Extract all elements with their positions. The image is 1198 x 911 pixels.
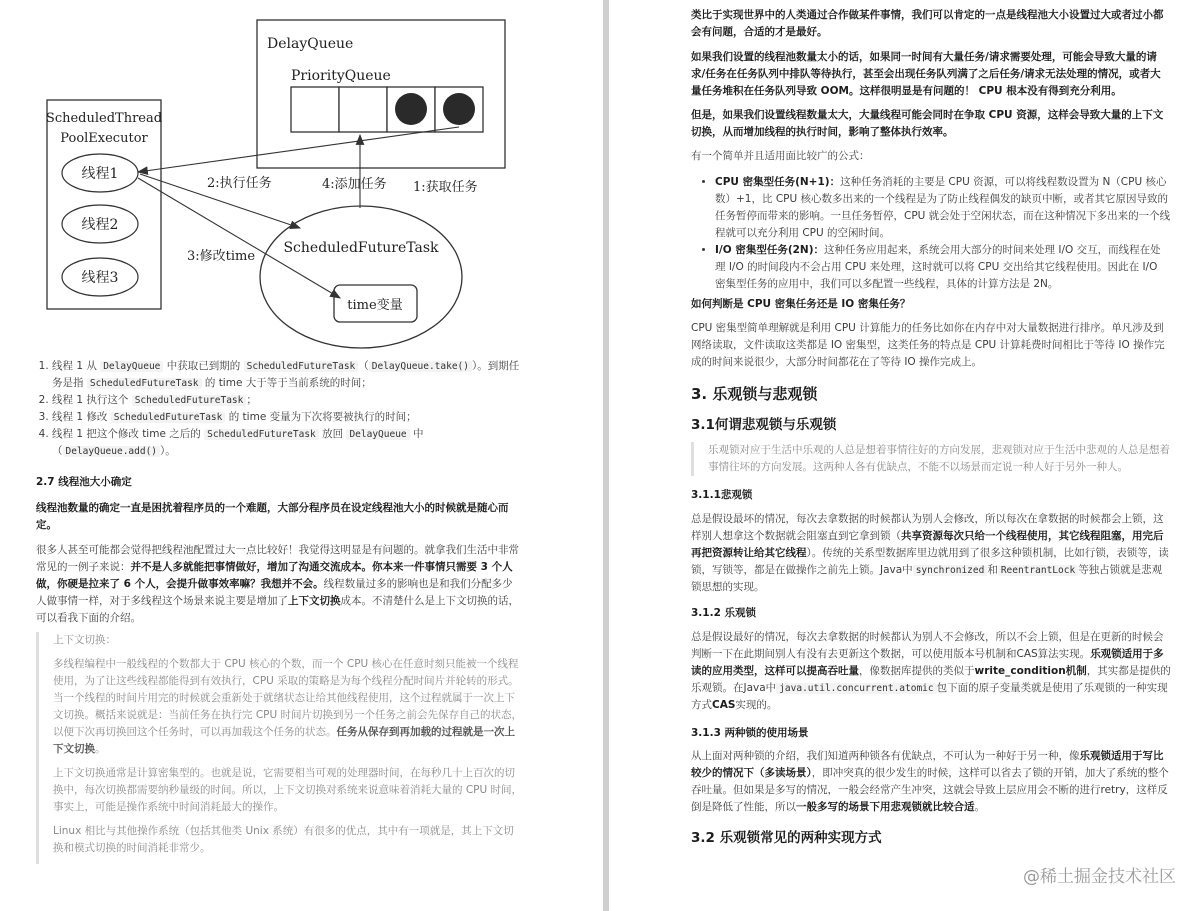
paragraph-bold: 线程池数量的确定一直是困扰着程序员的一个难题，大部分程序员在设定线程池大小的时候就是随心而定。 <box>36 502 509 531</box>
right-page <box>609 0 1198 911</box>
quote-para-1: 多线程编程中一般线程的个数都大于 CPU 核心的个数，而一个 CPU 核心在任意时刻只能被一个线程使用，为了让这些线程都能得到有效执行，CPU 采取的策略是为每个线程分配时间片并轮转的形式。当一个线程的时间片用完的时候就会重新处于就绪状态让给其他线程使用，这个过程就属于一次上下文切换。概括来说就是：当前任务在执行完 CPU 时间片切换到另一个任务之前会先保存自己的状态，以便下次再切换回这个任务时，可以再加载这个任务的状态。任务从保存到再加载的过程就是一次上下文切换。 <box>53 658 523 755</box>
queued-task-dot <box>443 93 475 125</box>
queue-slot-2 <box>339 87 387 132</box>
section-3-1-1-heading: 3.1.1悲观锁 <box>691 489 753 501</box>
formula-list <box>691 174 1171 293</box>
para-r1: 类比于实现世界中的人类通过合作做某件事情，我们可以肯定的一点是线程池大小设置过大或者过小都会有问题，合适的才是最好。 <box>691 9 1164 38</box>
future-task-ellipse <box>260 206 462 348</box>
para-r3: 但是，如果我们设置线程数量太大，大量线程可能会同时在争取 CPU 资源，这样会导致大量的上下文切换，从而增加线程的执行时间，影响了整体执行效率。 <box>691 109 1164 138</box>
section-3-1-3-heading: 3.1.3 两种锁的使用场景 <box>691 727 809 739</box>
time-var-label: time变量 <box>347 298 403 313</box>
thread-1-label: 线程1 <box>81 166 119 182</box>
future-task-label: ScheduledFutureTask <box>283 240 439 256</box>
para-r2: 如果我们设置的线程池数量太小的话，如果同一时间有大量任务/请求需要处理，可能会导致大量的请求/任务在任务队列中排队等待执行，甚至会出现任务队列满了之后任务/请求无法处理的情况，或者大量任务堆积在任务队列导致 OOM。这样很明显是有问题的！ CPU 根本没有得到充分利用。 <box>691 51 1161 97</box>
quote-para-2: 上下文切换通常是计算密集型的。也就是说，它需要相当可观的处理器时间，在每秒几十上百次的切换中，每次切换都需要纳秒量级的时间。所以，上下文切换对系统来说意味着消耗大量的 CPU 时间，事实上，可能是操作系统中时间消耗最大的操作。 <box>53 767 523 813</box>
io-bound-item: • I/O 密集型任务(2N)：这种任务应用起来，系统会用大部分的时间来处理 I/O 交互，而线程在处理 I/O 的时间段内不会占用 CPU 来处理，这时就可以将 CPU 交出给其它线程使用。因此在 I/O 密集型任务的应用中，我们可以多配置一些线程，具体的计算方法是 2N。 <box>715 242 1171 293</box>
section-3-1-2-heading: 3.1.2 乐观锁 <box>691 607 757 619</box>
lock-analogy-quote: 乐观锁对应于生活中乐观的人总是想着事情往好的方向发展，悲观锁对应于生活中悲观的人总是想着事情往坏的方向发展。这两种人各有优缺点，不能不以场景而定说一种人好于另外一种人。 <box>691 442 1170 476</box>
section-3-heading: 3. 乐观锁与悲观锁 <box>691 385 818 403</box>
para-r5: CPU 密集型简单理解就是利用 CPU 计算能力的任务比如你在内存中对大量数据进行排序。单凡涉及到网络读取，文件读取这类都是 IO 密集型，这类任务的特点是 CPU 计算耗费时间相比于等待 IO 操作完成的时间来说很少，大部分时间都花在了等待 IO 操作完成上。 <box>691 322 1165 368</box>
queue-slot-1 <box>291 87 339 132</box>
step-item: 2. 线程 1 执行这个 ScheduledFutureTask ； <box>52 392 528 409</box>
para-r4: 有一个简单并且适用面比较广的公式： <box>691 150 870 162</box>
section-3-2-heading: 3.2 乐观锁常见的两种实现方式 <box>691 830 882 846</box>
optimistic-lock-para: 总是假设最好的情况，每次去拿数据的时候都认为别人不会修改，所以不会上锁，但是在更新的时候会判断一下在此期间别人有没有去更新这个数据，可以使用版本号机制和CAS算法实现。乐观锁适用于多读的应用类型，这样可以提高吞吐量，像数据库提供的类似于write_condition机制，其实都是提供的乐观锁。在Java中 java.util.concurrent.atomic 包下面的原子变量类就是使用了乐观锁的一种实现方式CAS实现的。 <box>691 631 1171 711</box>
queued-task-dot <box>395 93 427 125</box>
quote-para-3: Linux 相比与其他操作系统（包括其他类 Unix 系统）有很多的优点，其中有一项就是，其上下文切换和模式切换的时间消耗非常少。 <box>53 825 514 854</box>
delayqueue-label: DelayQueue <box>267 36 354 52</box>
step-item: 1. 线程 1 从 DelayQueue 中获取已到期的 ScheduledFutureTask （ DelayQueue.take() ）。到期任务是指 ScheduledFutureTask 的 time 大于等于当前系统的时间； <box>52 358 528 392</box>
steps-list <box>28 358 528 460</box>
step-1-label: 1:获取任务 <box>413 180 478 195</box>
step-3-label: 3:修改time <box>187 249 256 264</box>
thread-2-label: 线程2 <box>81 217 119 233</box>
step-2-label: 2:执行任务 <box>207 176 272 191</box>
thread-3-label: 线程3 <box>81 270 119 286</box>
cpu-vs-io-question: 如何判断是 CPU 密集任务还是 IO 密集任务？ <box>691 298 911 310</box>
paragraph-context: 很多人甚至可能都会觉得把线程池配置过大一点比较好！我觉得这明显是有问题的。就拿我们生活中非常常见的一例子来说：并不是人多就能把事情做好，增加了沟通交流成本。你本来一件事情只需要 3 个人做，你硬是拉来了 6 个人，会提升做事效率嘛？我想并不会。线程数量过多的影响也是和我们分配多少人做事情一样，对于多线程这个场景来说主要是增加了上下文切换成本。不清楚什么是上下文切换的话，可以看我下面的介绍。 <box>36 544 519 624</box>
executor-label-line1: ScheduledThread <box>45 111 163 126</box>
section-2-7-heading: 2.7 线程池大小确定 <box>36 476 132 488</box>
quote-title: 上下文切换： <box>53 634 116 646</box>
section-3-1-heading: 3.1何谓悲观锁与乐观锁 <box>691 417 837 433</box>
lock-usage-para: 从上面对两种锁的介绍，我们知道两种锁各有优缺点，不可认为一种好于另一种，像乐观锁适用于写比较少的情况下（多读场景），即冲突真的很少发生的时候，这样可以省去了锁的开销，加大了系统的整个吞吐量。但如果是多写的情况，一般会经常产生冲突，这就会导致上层应用会不断的进行retry，这样反倒是降低了性能，所以一般多写的场景下用悲观锁就比较合适。 <box>691 750 1169 813</box>
context-switch-quote <box>36 632 523 864</box>
step-item: 4. 线程 1 把这个修改 time 之后的 ScheduledFutureTask 放回 DelayQueue 中（ DelayQueue.add() ）。 <box>52 426 528 460</box>
watermark: @稀土掘金技术社区 <box>1023 867 1176 887</box>
executor-label-line2: PoolExecutor <box>60 131 148 146</box>
step-item: 3. 线程 1 修改 ScheduledFutureTask 的 time 变量为下次将要被执行的时间； <box>52 409 528 426</box>
scheduled-executor-diagram <box>0 0 603 360</box>
cpu-bound-item: • CPU 密集型任务(N+1)：这种任务消耗的主要是 CPU 资源，可以将线程数设置为 N（CPU 核心数）+1，比 CPU 核心数多出来的一个线程是为了防止线程偶发的缺页中断，或者其它原因导致的任务暂停而带来的影响。一旦任务暂停，CPU 就会处于空闲状态，而在这种情况下多出来的一个线程就可以充分利用 CPU 的空闲时间。 <box>715 174 1171 242</box>
pessimistic-lock-para: 总是假设最坏的情况，每次去拿数据的时候都认为别人会修改，所以每次在拿数据的时候都会上锁，这样别人想拿这个数据就会阻塞直到它拿到锁（共享资源每次只给一个线程使用，其它线程阻塞，用完后再把资源转让给其它线程）。传统的关系型数据库里边就用到了很多这种锁机制，比如行锁，表锁等，读锁，写锁等，都是在做操作之前先上锁。Java中 synchronized 和 ReentrantLock 等独占锁就是悲观锁思想的实现。 <box>691 513 1169 593</box>
priorityqueue-label: PriorityQueue <box>291 68 391 84</box>
step-4-label: 4:添加任务 <box>322 177 387 192</box>
